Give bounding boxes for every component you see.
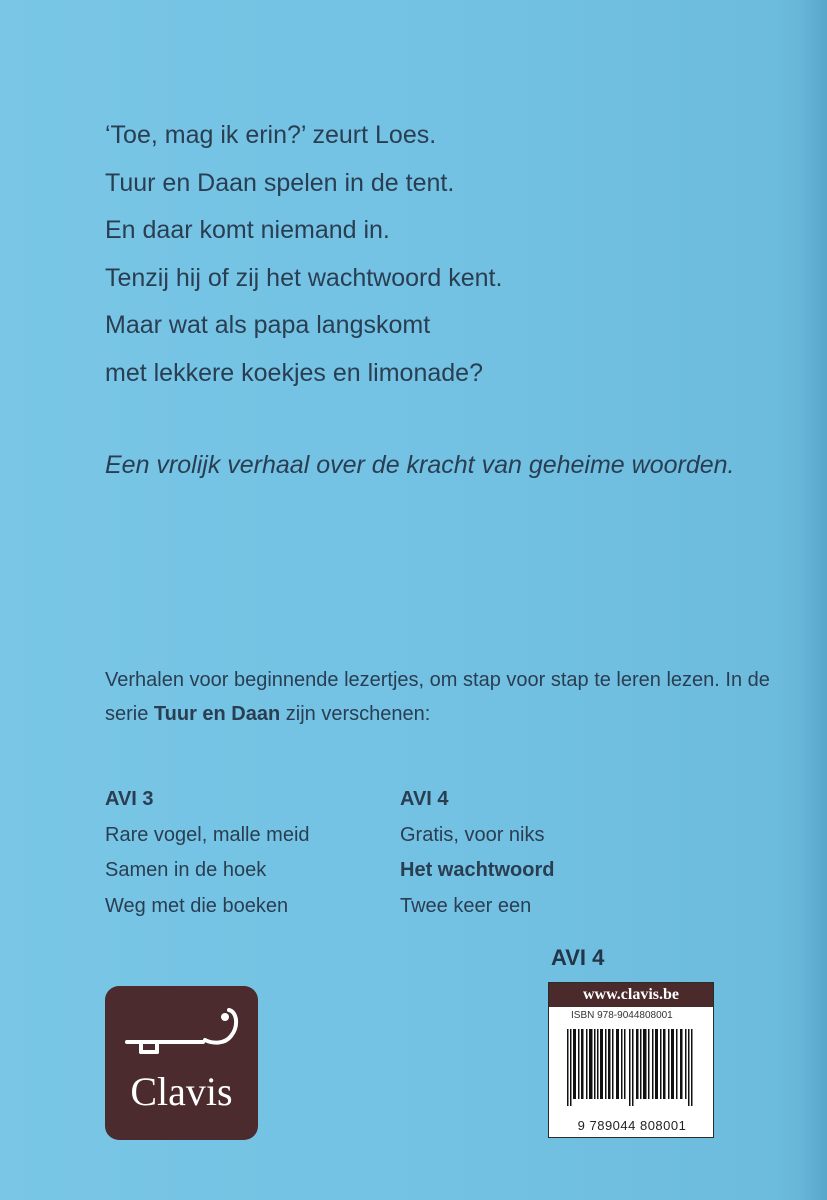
series-column-avi4 — [400, 782, 700, 924]
barcode-bars — [567, 1029, 697, 1106]
book-title: Rare vogel, malle meid — [105, 823, 310, 846]
blurb-line: Tenzij hij of zij het wachtwoord kent. — [105, 263, 503, 292]
book-title: Gratis, voor niks — [400, 823, 545, 846]
key-icon — [121, 1004, 243, 1066]
series-intro — [105, 663, 795, 731]
series-intro-text-end: zijn verschenen: — [280, 703, 431, 725]
book-title: Weg met die boeken — [105, 894, 289, 917]
publisher-website: www.clavis.be — [549, 983, 713, 1007]
blurb-line: met lekkere koekjes en limonade? — [105, 358, 483, 387]
avi-level-label: AVI 4 — [551, 945, 605, 970]
blurb-line: Tuur en Daan spelen in de tent. — [105, 168, 455, 197]
tagline: Een vrolijk verhaal over de kracht van geheime woorden. — [105, 451, 735, 479]
blurb-line: Maar wat als papa langskomt — [105, 311, 431, 339]
series-column-avi3 — [105, 782, 405, 924]
column-heading: AVI 4 — [400, 788, 449, 810]
column-heading: AVI 3 — [105, 788, 154, 810]
blurb — [105, 112, 745, 397]
blurb-line: En daar komt niemand in. — [105, 216, 390, 244]
book-title: Samen in de hoek — [105, 859, 267, 881]
book-title: Twee keer een — [400, 894, 532, 917]
book-title-current: Het wachtwoord — [400, 859, 555, 881]
publisher-name: Clavis — [130, 1069, 233, 1114]
series-name: Tuur en Daan — [153, 703, 281, 725]
blurb-line: ‘Toe, mag ik erin?’ zeurt Loes. — [105, 121, 437, 149]
cover-edge-shadow — [779, 0, 827, 1200]
publisher-logo — [105, 986, 258, 1140]
barcode-label — [548, 982, 714, 1138]
barcode-digits: 9 789044 808001 — [577, 1118, 687, 1133]
series-intro-text: Verhalen voor beginnende lezertjes, om stap voor stap te leren lezen. In de serie — [105, 669, 770, 725]
isbn-number: ISBN 978-9044808001 — [571, 1010, 673, 1021]
